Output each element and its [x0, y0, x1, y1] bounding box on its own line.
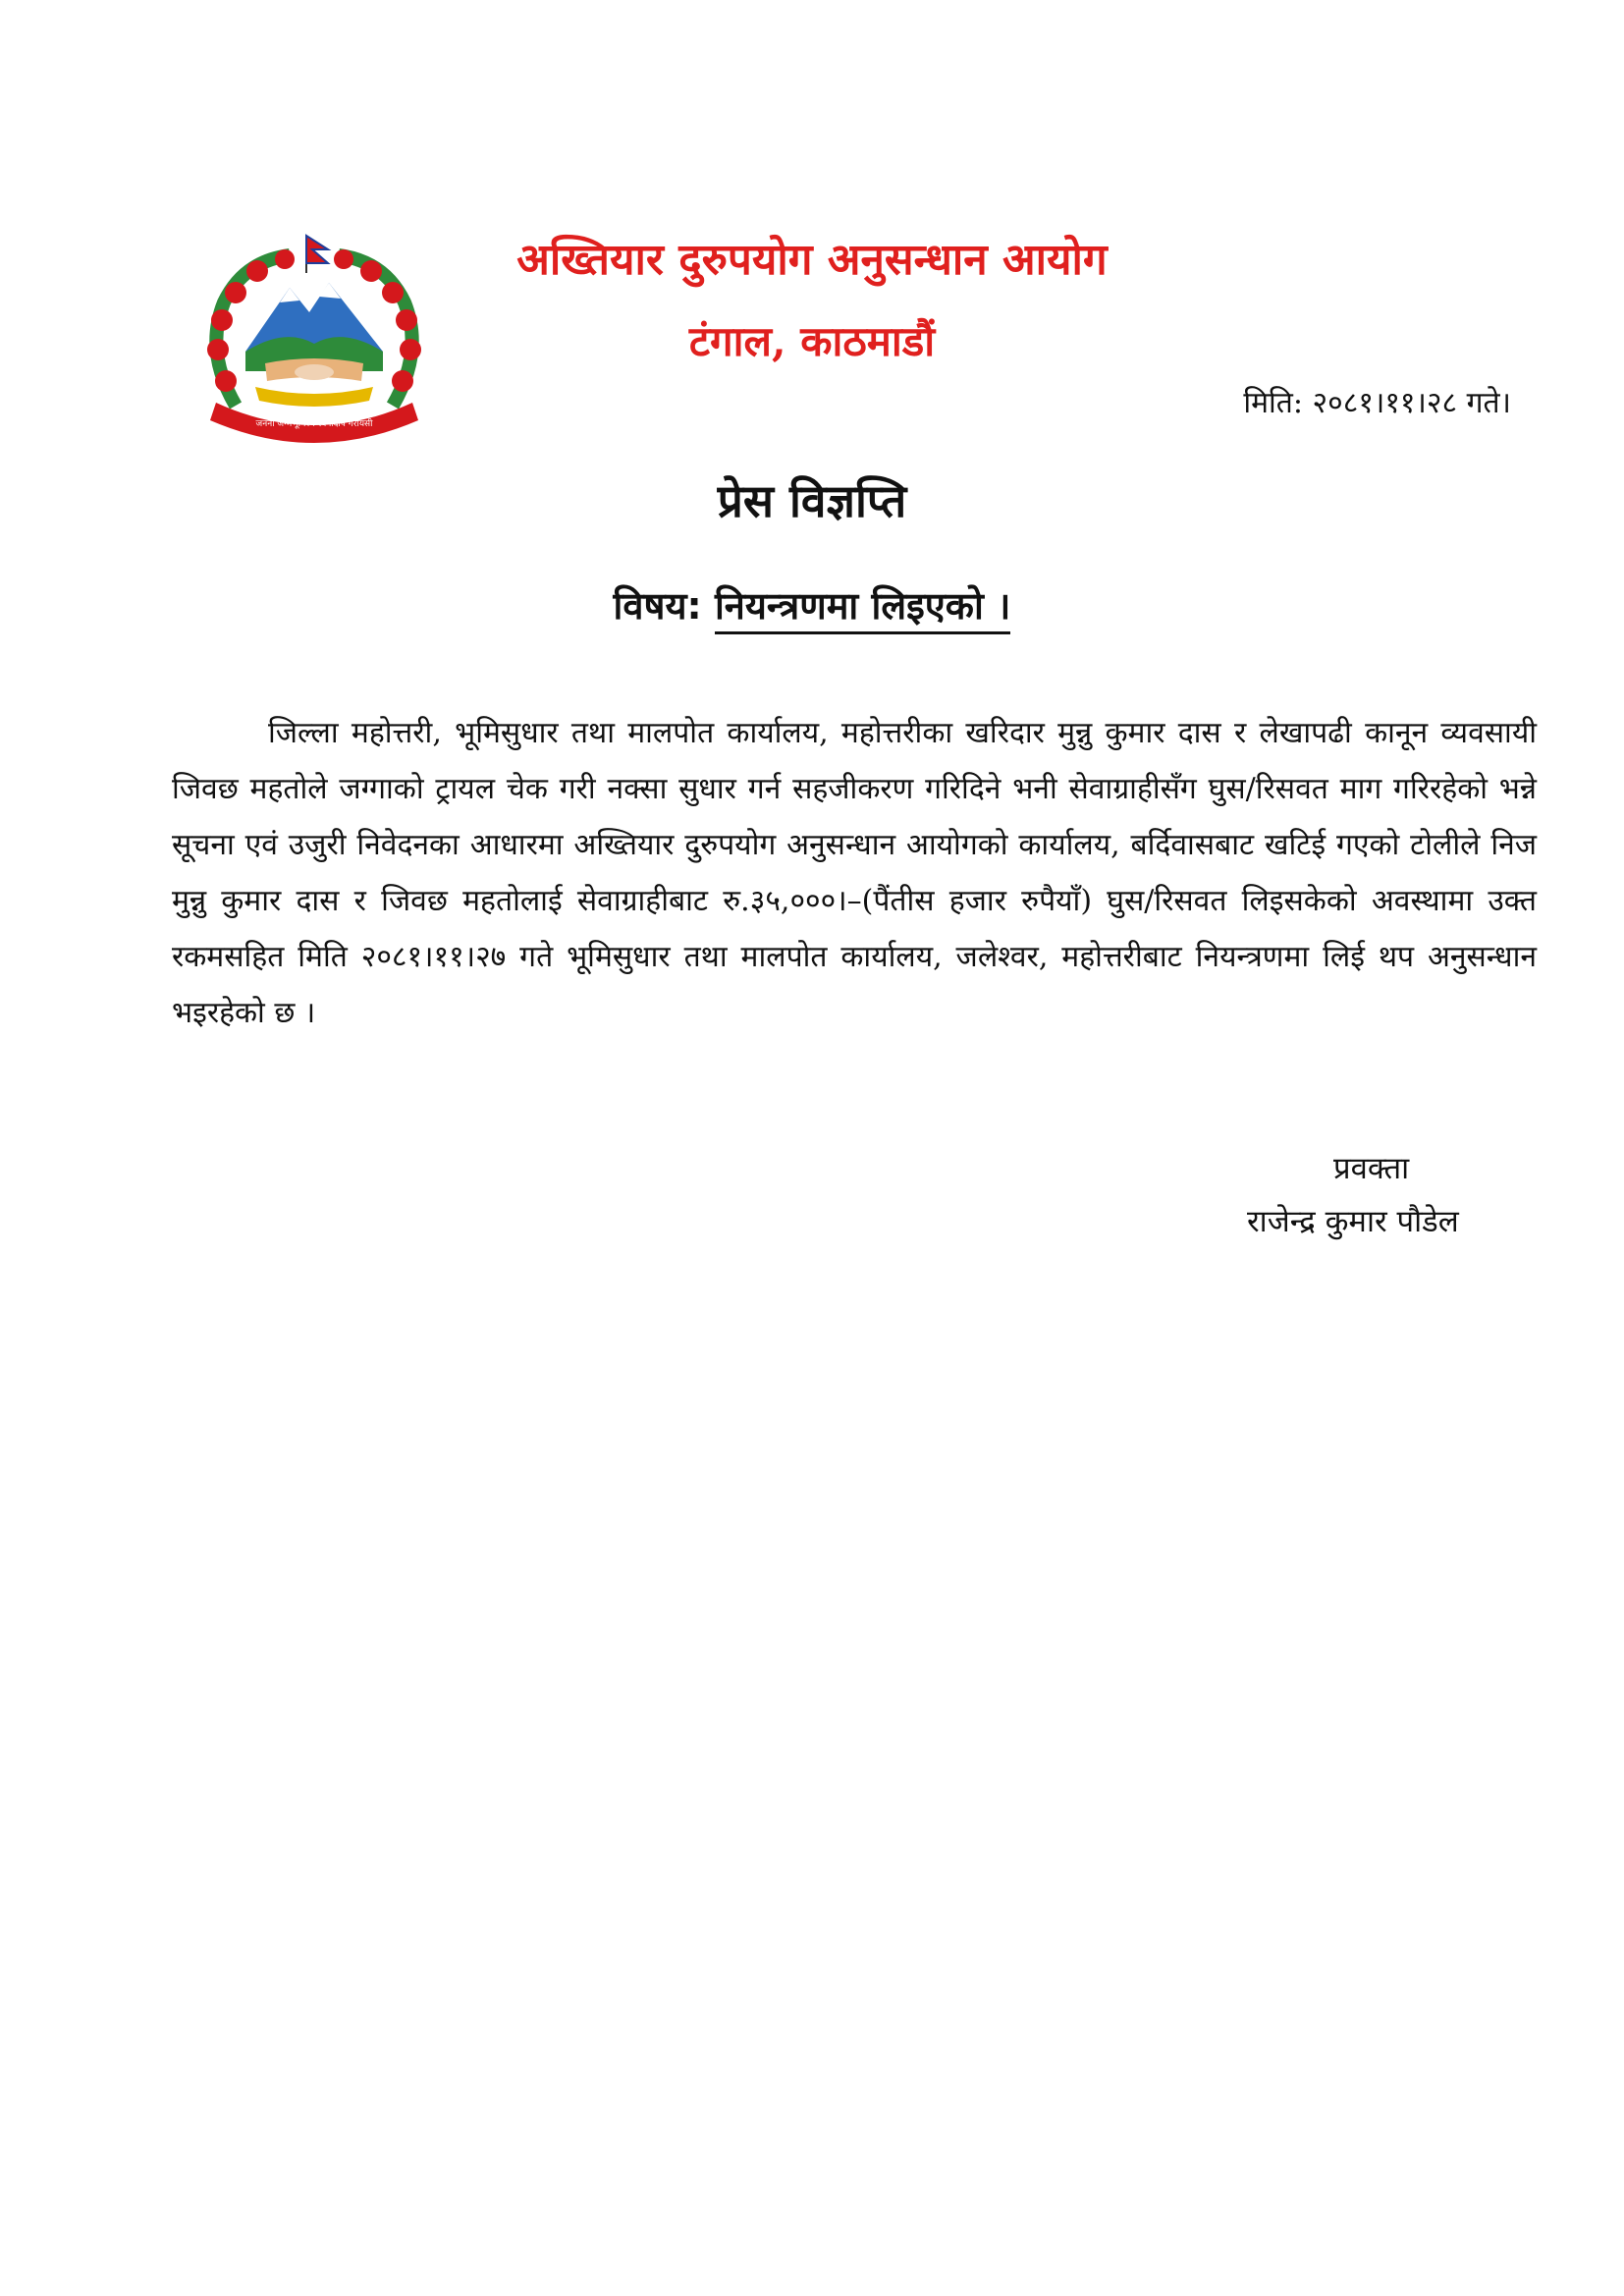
organization-address: टंगाल, काठमाडौं	[688, 317, 936, 365]
subject-text: नियन्त्रणमा लिइएको ।	[715, 584, 1011, 634]
emblem-motto: जननी जन्मभूमिश्च स्वर्गादपि गरीयसी	[255, 419, 373, 429]
signatory-role: प्रवक्ता	[1333, 1151, 1410, 1186]
document-date: मिति: २०८१।११।२८ गते।	[1243, 386, 1511, 420]
subject-label: विषय:	[613, 584, 702, 628]
signatory-name: राजेन्द्र कुमार पौडेल	[1247, 1204, 1459, 1239]
body-paragraph: जिल्ला महोत्तरी, भूमिसुधार तथा मालपोत कार्यालय, महोत्तरीका खरिदार मुन्नु कुमार दास र लेखापढी कानून व्यवसायी जिवछ महतोले जग्गाको ट्रायल चेक गरी नक्सा सुधार गर्न सहजीकरण गरिदिने भनी सेवाग्राहीसँग घुस/रिसवत माग गरिरहेको भन्ने सूचना एवं उजुरी निवेदनका आधारमा अख्तियार दुरुपयोग अनुसन्धान आयोगको कार्यालय, बर्दिवासबाट खटिई गएको टोलीले निज मुन्नु कुमार दास र जिवछ महतोलाई सेवाग्राहीबाट रु.३५,०००।–(पैंतीस हजार रुपैयाँ) घुस/रिसवत लिइसकेको अवस्थामा उक्त रकमसहित मिति २०८१।११।२७ गते भूमिसुधार तथा मालपोत कार्यालय, जलेश्वर, महोत्तरीबाट नियन्त्रणमा लिई थप अनुसन्धान भइरहेको छ ।	[172, 716, 1537, 1030]
document-title: प्रेस विज्ञप्ति	[717, 474, 907, 527]
organization-name: अख्तियार दुरुपयोग अनुसन्धान आयोग	[516, 235, 1108, 285]
document-subject	[0, 579, 1624, 630]
